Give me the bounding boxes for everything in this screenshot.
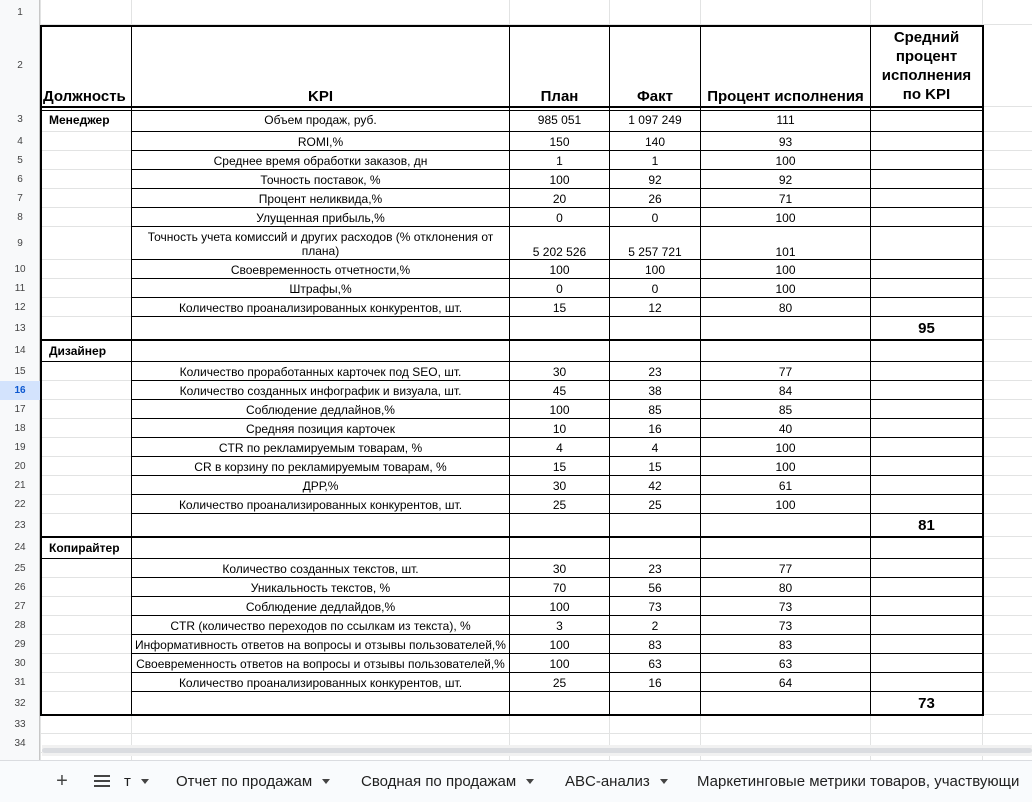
cell-plan[interactable]: 100: [549, 599, 570, 614]
row-number[interactable]: 9: [17, 238, 23, 249]
header-fact: Факт: [637, 88, 673, 105]
row-border: [131, 380, 982, 381]
row-border: [131, 418, 982, 419]
sheet-tab-marketing-metrics[interactable]: [697, 761, 1019, 802]
row-number[interactable]: 11: [14, 283, 26, 294]
header-average: Средний процент исполнения по KPI: [881, 29, 972, 103]
cell-plan[interactable]: 20: [552, 191, 567, 206]
row-number[interactable]: 22: [14, 499, 26, 510]
row-number[interactable]: 26: [14, 582, 26, 593]
cell-kpi[interactable]: Соблюдение дедлайнов,%: [246, 402, 395, 417]
row-number[interactable]: 10: [14, 264, 26, 275]
cell-plan[interactable]: 30: [552, 478, 567, 493]
cell-kpi[interactable]: Своевременность ответов на вопросы и отзывы пользователей,%: [136, 656, 505, 671]
cell-percent[interactable]: 80: [778, 580, 793, 595]
cell-fact[interactable]: 4: [651, 440, 659, 455]
cell-plan[interactable]: 100: [549, 172, 570, 187]
cell-kpi[interactable]: CTR по рекламируемым товарам, %: [218, 440, 423, 455]
cell-percent[interactable]: 64: [778, 675, 793, 690]
cell-fact[interactable]: 2: [651, 618, 659, 633]
sheet-tab-label: Сводная по продажам: [361, 773, 517, 790]
row-border: [131, 691, 982, 692]
cell-plan[interactable]: 30: [552, 364, 567, 379]
row-number[interactable]: 4: [17, 136, 23, 147]
cell-plan[interactable]: 15: [552, 459, 567, 474]
cell-plan[interactable]: 100: [549, 637, 570, 652]
menu-icon: [94, 774, 110, 788]
cell-plan[interactable]: 0: [556, 210, 563, 225]
row-number[interactable]: 1: [17, 7, 23, 18]
cell-fact[interactable]: 26: [648, 191, 662, 206]
cell-percent[interactable]: 100: [775, 459, 796, 474]
cell-avg[interactable]: 81: [918, 516, 935, 534]
row-number[interactable]: 15: [14, 366, 26, 377]
row-border: [131, 634, 982, 635]
sheet-tab-abc-analysis[interactable]: [565, 761, 668, 802]
cell-percent[interactable]: 71: [778, 191, 793, 206]
row-border: [131, 475, 982, 476]
sheet-tab-partial[interactable]: [124, 761, 149, 802]
section-border: [40, 536, 984, 538]
row-number[interactable]: 32: [14, 698, 26, 709]
cell-fact[interactable]: 25: [648, 497, 662, 512]
table-border-right: [982, 25, 984, 715]
row-number[interactable]: 33: [14, 719, 26, 730]
cell-plan[interactable]: 4: [556, 440, 563, 455]
cell-percent[interactable]: 73: [778, 599, 793, 614]
cell-percent[interactable]: 100: [775, 440, 796, 455]
column-border: [131, 25, 132, 715]
cell-percent[interactable]: 80: [778, 300, 793, 315]
row-number[interactable]: 23: [14, 520, 26, 531]
row-header-column[interactable]: [0, 0, 40, 760]
section-border: [40, 339, 984, 341]
row-number[interactable]: 2: [17, 60, 23, 71]
sheet-tab-label: ABC-анализ: [565, 773, 650, 790]
cell-fact[interactable]: 100: [644, 262, 666, 277]
row-border: [131, 399, 982, 400]
row-border: [131, 131, 982, 132]
row-border: [131, 259, 982, 260]
cell-fact[interactable]: 140: [644, 134, 666, 149]
cell-kpi[interactable]: Количество проработанных карточек под SEO, шт.: [179, 364, 462, 379]
cell-kpi[interactable]: Улущенная прибыль,%: [256, 210, 385, 225]
sheet-tab-label: Маркетинговые метрики товаров, участвующи: [697, 773, 1020, 790]
chevron-down-icon[interactable]: [322, 779, 330, 784]
cell-fact[interactable]: 0: [651, 281, 659, 296]
row-number[interactable]: 5: [17, 155, 23, 166]
scrollbar-thumb[interactable]: [42, 748, 1032, 753]
row-border: [131, 226, 982, 227]
cell-fact[interactable]: 42: [648, 478, 662, 493]
row-number[interactable]: 30: [14, 658, 26, 669]
cell-percent[interactable]: 73: [778, 618, 793, 633]
cell-kpi[interactable]: Точность учета комиссий и других расходов (% отклонения от плана): [147, 229, 494, 258]
row-number[interactable]: 21: [14, 480, 26, 491]
row-border: [131, 513, 982, 514]
cell-kpi[interactable]: Количество созданных текстов, шт.: [222, 561, 419, 576]
row-number[interactable]: 20: [14, 461, 26, 472]
cell-percent[interactable]: 40: [778, 421, 793, 436]
cell-percent[interactable]: 100: [775, 153, 796, 168]
cell-percent[interactable]: 85: [778, 402, 793, 417]
sheet-tab-label: Отчет по продажам: [176, 773, 313, 790]
cell-kpi[interactable]: ДРР,%: [302, 478, 339, 493]
row-gridline: [0, 733, 1032, 734]
header-position: Должность: [43, 88, 126, 105]
cell-percent[interactable]: 111: [776, 112, 795, 127]
cell-fact[interactable]: 73: [648, 599, 662, 614]
cell-percent[interactable]: 100: [775, 497, 796, 512]
row-number[interactable]: 7: [17, 193, 23, 204]
cell-percent[interactable]: 92: [778, 172, 793, 187]
chevron-down-icon[interactable]: [141, 779, 149, 784]
row-number[interactable]: 6: [17, 174, 23, 185]
horizontal-scrollbar[interactable]: [42, 745, 1032, 756]
cell-percent[interactable]: 101: [775, 245, 796, 259]
sheet-tab-sales-report[interactable]: [176, 761, 330, 802]
row-border: [40, 558, 982, 559]
header-plan: План: [540, 88, 579, 105]
column-border: [870, 25, 871, 715]
cell-kpi[interactable]: Количество проанализированных конкурентов, шт.: [178, 497, 463, 512]
row-border: [131, 615, 982, 616]
cell-fact[interactable]: 15: [648, 459, 662, 474]
row-number[interactable]: 3: [17, 114, 23, 125]
cell-kpi[interactable]: CTR (количество переходов по ссылкам из текста), %: [170, 618, 471, 633]
cell-plan[interactable]: 3: [556, 618, 563, 633]
row-number[interactable]: 17: [14, 404, 26, 415]
cell-kpi[interactable]: ROMI,%: [297, 134, 344, 149]
row-border: [131, 188, 982, 189]
cell-plan[interactable]: 45: [552, 383, 567, 398]
cell-kpi[interactable]: Количество созданных инфографик и визуала, шт.: [179, 383, 462, 398]
cell-fact[interactable]: 0: [651, 210, 659, 225]
cell-percent[interactable]: 77: [778, 364, 793, 379]
header-kpi: KPI: [307, 88, 333, 105]
cell-percent[interactable]: 83: [778, 637, 793, 652]
plus-icon: +: [56, 770, 68, 792]
cell-kpi[interactable]: Информативность ответов на вопросы и отзывы пользователей,%: [135, 637, 506, 652]
all-sheets-button[interactable]: [90, 770, 114, 792]
table-border-top: [40, 25, 984, 27]
cell-kpi[interactable]: Объем продаж, руб.: [264, 112, 377, 127]
cell-kpi[interactable]: Уникальность текстов, %: [250, 580, 391, 595]
header-border-double: [40, 110, 984, 111]
column-border: [700, 25, 701, 715]
cell-percent[interactable]: 93: [778, 134, 793, 149]
sheet-tab-bar: [0, 760, 1032, 802]
row-number[interactable]: 18: [14, 423, 26, 434]
cell-fact[interactable]: 56: [648, 580, 662, 595]
cell-percent[interactable]: 63: [778, 656, 793, 671]
row-number[interactable]: 13: [14, 323, 26, 334]
cell-fact[interactable]: 63: [648, 656, 662, 671]
cell-position[interactable]: Менеджер: [49, 112, 110, 127]
row-number[interactable]: 29: [14, 639, 26, 650]
row-border: [131, 653, 982, 654]
row-number[interactable]: 25: [14, 563, 26, 574]
cell-plan[interactable]: 100: [549, 656, 570, 671]
cell-fact[interactable]: 85: [648, 402, 662, 417]
cell-fact[interactable]: 23: [648, 364, 662, 379]
cell-plan[interactable]: 70: [552, 580, 567, 595]
cell-fact[interactable]: 92: [648, 172, 662, 187]
row-border: [131, 207, 982, 208]
row-number[interactable]: 28: [14, 620, 26, 631]
cell-plan[interactable]: 5 202 526: [532, 245, 587, 259]
row-number[interactable]: 31: [14, 677, 26, 688]
chevron-down-icon[interactable]: [660, 779, 668, 784]
column-border: [609, 25, 610, 715]
cell-plan[interactable]: 985 051: [537, 112, 582, 127]
row-border: [131, 297, 982, 298]
cell-kpi[interactable]: Точность поставок, %: [260, 172, 381, 187]
cell-plan[interactable]: 30: [552, 561, 567, 576]
row-border: [131, 596, 982, 597]
sheet-tab-sales-summary[interactable]: [361, 761, 534, 802]
row-number[interactable]: 34: [14, 738, 26, 749]
cell-fact[interactable]: 23: [648, 561, 662, 576]
cell-kpi[interactable]: Средняя позиция карточек: [246, 421, 395, 436]
cell-kpi[interactable]: Штрафы,%: [289, 281, 352, 296]
row-border: [131, 316, 982, 317]
header-border-bottom: [40, 106, 984, 108]
cell-fact[interactable]: 38: [648, 383, 662, 398]
row-border: [131, 577, 982, 578]
cell-fact[interactable]: 16: [648, 421, 662, 436]
cell-plan[interactable]: 1: [556, 153, 563, 168]
row-border: [40, 361, 982, 362]
cell-percent[interactable]: 100: [775, 262, 796, 277]
sheet-tab-label: т: [124, 773, 131, 790]
table-border-bottom: [40, 714, 984, 716]
cell-kpi[interactable]: Своевременность отчетности,%: [230, 262, 411, 277]
cell-kpi[interactable]: CR в корзину по рекламируемым товарам, %: [194, 459, 447, 474]
cell-plan[interactable]: 15: [552, 300, 567, 315]
add-sheet-button[interactable]: [50, 770, 74, 792]
row-border: [131, 437, 982, 438]
row-border: [131, 278, 982, 279]
cell-kpi[interactable]: Количество проанализированных конкурентов, шт.: [178, 300, 463, 315]
row-number[interactable]: 27: [14, 601, 26, 612]
chevron-down-icon[interactable]: [526, 779, 534, 784]
cell-fact[interactable]: 12: [648, 300, 662, 315]
row-border: [131, 672, 982, 673]
cell-fact[interactable]: 16: [648, 675, 662, 690]
row-number[interactable]: 8: [17, 212, 23, 223]
cell-avg[interactable]: 95: [918, 319, 935, 337]
cell-plan[interactable]: 10: [552, 421, 567, 436]
cell-fact[interactable]: 83: [648, 637, 662, 652]
cell-percent[interactable]: 84: [778, 383, 793, 398]
cell-fact[interactable]: 1: [651, 153, 659, 168]
cell-plan[interactable]: 0: [556, 281, 563, 296]
column-border: [509, 25, 510, 715]
row-number[interactable]: 12: [14, 302, 26, 313]
row-border: [131, 494, 982, 495]
cell-percent[interactable]: 100: [775, 281, 796, 296]
table-border-left: [40, 25, 42, 715]
cell-kpi[interactable]: Количество проанализированных конкурентов, шт.: [178, 675, 463, 690]
cell-percent[interactable]: 61: [778, 478, 793, 493]
row-number[interactable]: 14: [14, 345, 26, 356]
cell-percent[interactable]: 100: [775, 210, 796, 225]
row-border: [131, 169, 982, 170]
cell-plan[interactable]: 25: [552, 497, 567, 512]
cell-plan[interactable]: 150: [549, 134, 570, 149]
cell-plan[interactable]: 25: [552, 675, 567, 690]
cell-kpi[interactable]: Соблюдение дедлайдов,%: [245, 599, 396, 614]
cell-fact[interactable]: 1 097 249: [628, 112, 682, 127]
row-number[interactable]: 16: [0, 381, 40, 400]
cell-percent[interactable]: 77: [778, 561, 793, 576]
cell-avg[interactable]: 73: [918, 694, 935, 712]
cell-position[interactable]: Копирайтер: [49, 541, 120, 555]
cell-kpi[interactable]: Среднее время обработки заказов, дн: [213, 153, 428, 168]
cell-fact[interactable]: 5 257 721: [628, 245, 682, 259]
cell-plan[interactable]: 100: [549, 402, 570, 417]
cell-kpi[interactable]: Процент неликвида,%: [258, 191, 383, 206]
row-border: [131, 150, 982, 151]
row-number[interactable]: 19: [14, 442, 26, 453]
cell-plan[interactable]: 100: [549, 262, 570, 277]
row-border: [131, 456, 982, 457]
cell-position[interactable]: Дизайнер: [49, 344, 107, 358]
header-percent: Процент исполнения: [707, 88, 864, 105]
row-number[interactable]: 24: [14, 542, 26, 553]
